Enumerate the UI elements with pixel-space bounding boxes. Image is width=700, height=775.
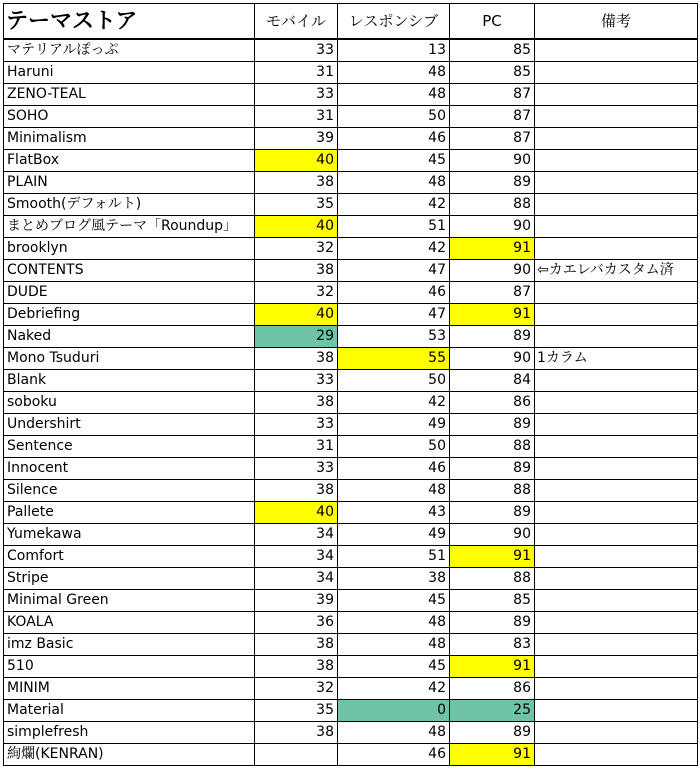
cell-mobile-score: 31 [255, 106, 338, 128]
table-row [4, 128, 698, 150]
cell-note [535, 436, 698, 458]
cell-pc-score: 88 [450, 436, 535, 458]
cell-responsive-score: 50 [338, 436, 450, 458]
cell-pc-score: 91 [450, 546, 535, 568]
table-row [4, 634, 698, 656]
table-row [4, 524, 698, 546]
cell-mobile-score: 38 [255, 348, 338, 370]
cell-mobile-score: 33 [255, 458, 338, 480]
cell-note [535, 568, 698, 590]
cell-responsive-score: 48 [338, 172, 450, 194]
cell-mobile-score: 38 [255, 480, 338, 502]
cell-pc-score: 85 [450, 39, 535, 62]
cell-pc-score: 89 [450, 458, 535, 480]
table-row [4, 238, 698, 260]
cell-responsive-score: 45 [338, 150, 450, 172]
cell-mobile-score: 39 [255, 128, 338, 150]
cell-mobile-score: 38 [255, 634, 338, 656]
cell-responsive-score: 48 [338, 612, 450, 634]
cell-theme-name: Smooth(デフォルト) [4, 194, 255, 216]
cell-theme-name: imz Basic [4, 634, 255, 656]
table-row [4, 568, 698, 590]
table-row [4, 700, 698, 722]
cell-theme-name: simplefresh [4, 722, 255, 744]
cell-note [535, 304, 698, 326]
cell-note [535, 678, 698, 700]
table-row [4, 84, 698, 106]
cell-note [535, 700, 698, 722]
cell-pc-score: 91 [450, 656, 535, 678]
cell-responsive-score: 49 [338, 524, 450, 546]
table-row [4, 194, 698, 216]
cell-responsive-score: 49 [338, 414, 450, 436]
table-row [4, 348, 698, 370]
cell-responsive-score: 55 [338, 348, 450, 370]
cell-mobile-score: 40 [255, 304, 338, 326]
cell-responsive-score: 53 [338, 326, 450, 348]
cell-pc-score: 90 [450, 260, 535, 282]
cell-note [535, 634, 698, 656]
cell-pc-score: 88 [450, 194, 535, 216]
cell-note [535, 238, 698, 260]
cell-theme-name: Sentence [4, 436, 255, 458]
cell-responsive-score: 47 [338, 260, 450, 282]
cell-note [535, 62, 698, 84]
table-row [4, 590, 698, 612]
cell-responsive-score: 50 [338, 106, 450, 128]
cell-note [535, 502, 698, 524]
cell-responsive-score: 42 [338, 194, 450, 216]
cell-note: ⇦カエレバカスタム済 [535, 260, 698, 282]
cell-responsive-score: 43 [338, 502, 450, 524]
cell-theme-name: Haruni [4, 62, 255, 84]
cell-theme-name: soboku [4, 392, 255, 414]
cell-pc-score: 84 [450, 370, 535, 392]
cell-note [535, 128, 698, 150]
cell-theme-name: Mono Tsuduri [4, 348, 255, 370]
cell-note [535, 612, 698, 634]
cell-mobile-score: 32 [255, 238, 338, 260]
table-row [4, 414, 698, 436]
cell-responsive-score: 13 [338, 39, 450, 62]
cell-responsive-score: 46 [338, 458, 450, 480]
cell-pc-score: 89 [450, 502, 535, 524]
table-row [4, 106, 698, 128]
cell-theme-name: Comfort [4, 546, 255, 568]
table-row [4, 480, 698, 502]
cell-mobile-score: 40 [255, 216, 338, 238]
cell-theme-name: ZENO-TEAL [4, 84, 255, 106]
cell-pc-score: 90 [450, 216, 535, 238]
cell-note [535, 480, 698, 502]
cell-mobile-score: 38 [255, 722, 338, 744]
cell-theme-name: PLAIN [4, 172, 255, 194]
cell-pc-score: 87 [450, 128, 535, 150]
cell-pc-score: 85 [450, 590, 535, 612]
cell-note [535, 392, 698, 414]
table-row [4, 502, 698, 524]
cell-pc-score: 89 [450, 172, 535, 194]
cell-responsive-score: 42 [338, 678, 450, 700]
cell-note [535, 546, 698, 568]
cell-theme-name: KOALA [4, 612, 255, 634]
cell-mobile-score: 32 [255, 282, 338, 304]
cell-pc-score: 91 [450, 238, 535, 260]
cell-theme-name: マテリアルぽっぷ [4, 39, 255, 62]
table-row [4, 722, 698, 744]
cell-responsive-score: 0 [338, 700, 450, 722]
cell-responsive-score: 46 [338, 282, 450, 304]
table-row [4, 62, 698, 84]
cell-pc-score: 85 [450, 62, 535, 84]
cell-note [535, 172, 698, 194]
cell-responsive-score: 48 [338, 722, 450, 744]
cell-mobile-score: 33 [255, 39, 338, 62]
table-row [4, 370, 698, 392]
cell-pc-score: 86 [450, 678, 535, 700]
cell-note [535, 590, 698, 612]
table-row [4, 744, 698, 766]
cell-pc-score: 88 [450, 480, 535, 502]
cell-theme-name: FlatBox [4, 150, 255, 172]
cell-theme-name: Material [4, 700, 255, 722]
cell-pc-score: 87 [450, 106, 535, 128]
cell-note [535, 106, 698, 128]
table-row [4, 282, 698, 304]
cell-mobile-score: 38 [255, 172, 338, 194]
cell-mobile-score: 33 [255, 84, 338, 106]
header-theme-store: テーマストア [4, 4, 255, 40]
cell-mobile-score: 39 [255, 590, 338, 612]
cell-responsive-score: 48 [338, 634, 450, 656]
cell-pc-score: 86 [450, 392, 535, 414]
header-note: 備考 [535, 4, 698, 40]
cell-theme-name: Silence [4, 480, 255, 502]
cell-theme-name: 絢爛(KENRAN) [4, 744, 255, 766]
cell-responsive-score: 45 [338, 590, 450, 612]
table-row [4, 39, 698, 62]
cell-responsive-score: 50 [338, 370, 450, 392]
cell-theme-name: brooklyn [4, 238, 255, 260]
cell-responsive-score: 45 [338, 656, 450, 678]
cell-mobile-score: 29 [255, 326, 338, 348]
cell-note [535, 524, 698, 546]
cell-pc-score: 91 [450, 744, 535, 766]
theme-score-table [3, 3, 698, 766]
cell-note [535, 84, 698, 106]
cell-note [535, 722, 698, 744]
cell-pc-score: 90 [450, 348, 535, 370]
table-row [4, 678, 698, 700]
table-row [4, 150, 698, 172]
cell-mobile-score: 36 [255, 612, 338, 634]
cell-pc-score: 88 [450, 568, 535, 590]
header-pc: PC [450, 4, 535, 40]
table-row [4, 304, 698, 326]
cell-pc-score: 89 [450, 414, 535, 436]
cell-theme-name: Innocent [4, 458, 255, 480]
cell-pc-score: 83 [450, 634, 535, 656]
cell-mobile-score [255, 744, 338, 766]
table-row [4, 546, 698, 568]
header-mobile: モバイル [255, 4, 338, 40]
cell-theme-name: Yumekawa [4, 524, 255, 546]
cell-mobile-score: 33 [255, 370, 338, 392]
cell-theme-name: Undershirt [4, 414, 255, 436]
cell-theme-name: まとめブログ風テーマ「Roundup」 [4, 216, 255, 238]
table-row [4, 326, 698, 348]
cell-note [535, 150, 698, 172]
cell-pc-score: 25 [450, 700, 535, 722]
cell-mobile-score: 35 [255, 700, 338, 722]
cell-responsive-score: 47 [338, 304, 450, 326]
cell-note [535, 326, 698, 348]
table-row [4, 436, 698, 458]
cell-theme-name: Naked [4, 326, 255, 348]
cell-pc-score: 90 [450, 524, 535, 546]
cell-mobile-score: 34 [255, 568, 338, 590]
cell-mobile-score: 31 [255, 436, 338, 458]
cell-theme-name: Stripe [4, 568, 255, 590]
table-row [4, 172, 698, 194]
cell-theme-name: Minimal Green [4, 590, 255, 612]
cell-responsive-score: 38 [338, 568, 450, 590]
table-row [4, 612, 698, 634]
cell-pc-score: 87 [450, 282, 535, 304]
cell-mobile-score: 40 [255, 502, 338, 524]
table-body [4, 39, 698, 766]
cell-mobile-score: 31 [255, 62, 338, 84]
cell-mobile-score: 32 [255, 678, 338, 700]
table-row [4, 392, 698, 414]
cell-note [535, 370, 698, 392]
cell-responsive-score: 42 [338, 392, 450, 414]
cell-note [535, 656, 698, 678]
cell-responsive-score: 48 [338, 62, 450, 84]
cell-note [535, 39, 698, 62]
cell-note [535, 282, 698, 304]
cell-theme-name: Pallete [4, 502, 255, 524]
cell-pc-score: 91 [450, 304, 535, 326]
header-responsive: レスポンシブ [338, 4, 450, 40]
cell-note: 1カラム [535, 348, 698, 370]
cell-mobile-score: 35 [255, 194, 338, 216]
cell-mobile-score: 40 [255, 150, 338, 172]
cell-note [535, 194, 698, 216]
cell-pc-score: 89 [450, 722, 535, 744]
cell-mobile-score: 34 [255, 546, 338, 568]
table-row [4, 216, 698, 238]
cell-mobile-score: 38 [255, 656, 338, 678]
cell-mobile-score: 38 [255, 392, 338, 414]
cell-responsive-score: 51 [338, 216, 450, 238]
cell-responsive-score: 42 [338, 238, 450, 260]
header-row [4, 4, 698, 40]
cell-note [535, 216, 698, 238]
cell-theme-name: Debriefing [4, 304, 255, 326]
cell-responsive-score: 46 [338, 128, 450, 150]
table-row [4, 260, 698, 282]
cell-theme-name: CONTENTS [4, 260, 255, 282]
cell-theme-name: Blank [4, 370, 255, 392]
cell-theme-name: Minimalism [4, 128, 255, 150]
cell-mobile-score: 33 [255, 414, 338, 436]
cell-note [535, 414, 698, 436]
cell-responsive-score: 51 [338, 546, 450, 568]
cell-responsive-score: 46 [338, 744, 450, 766]
cell-theme-name: MINIM [4, 678, 255, 700]
cell-pc-score: 87 [450, 84, 535, 106]
cell-pc-score: 89 [450, 612, 535, 634]
cell-theme-name: SOHO [4, 106, 255, 128]
cell-note [535, 458, 698, 480]
cell-mobile-score: 38 [255, 260, 338, 282]
table-row [4, 656, 698, 678]
cell-responsive-score: 48 [338, 480, 450, 502]
cell-pc-score: 89 [450, 326, 535, 348]
cell-theme-name: 510 [4, 656, 255, 678]
table-row [4, 458, 698, 480]
cell-responsive-score: 48 [338, 84, 450, 106]
cell-mobile-score: 34 [255, 524, 338, 546]
cell-theme-name: DUDE [4, 282, 255, 304]
cell-note [535, 744, 698, 766]
cell-pc-score: 90 [450, 150, 535, 172]
